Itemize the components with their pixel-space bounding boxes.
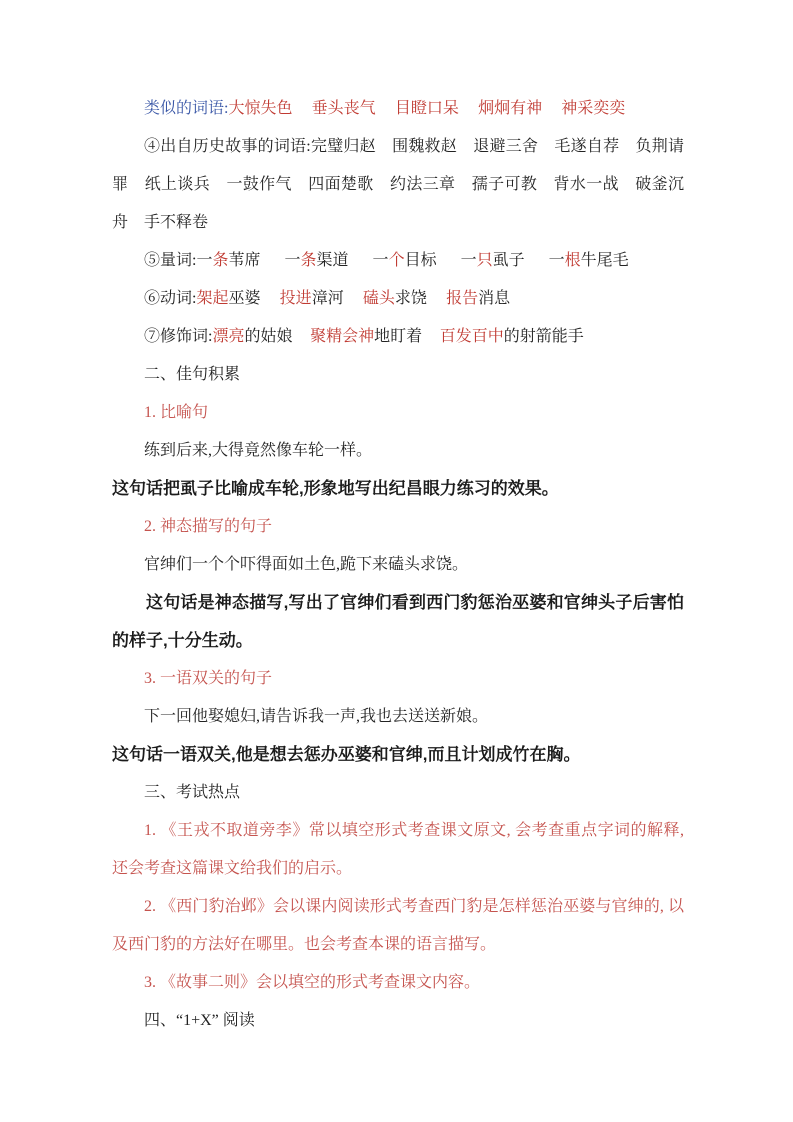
section-heading-exam: 三、考试热点 — [144, 784, 241, 801]
history-idioms-text: ④出自历史故事的词语:完璧归赵 围魏救赵 退避三舍 毛遂自荐 负荆请罪 纸上谈兵 一鼓作气 四面楚歌 约法三章 孺子可教 背水一战 破釜沉舟 手不释卷 — [112, 138, 684, 231]
subheading-metaphor-sentence: 1. 比喻句 — [144, 404, 209, 421]
similar-word: 大惊失色 — [228, 100, 293, 117]
modifier-item: 百发百中的射箭能手 — [439, 328, 584, 345]
subheading-expression-sentence: 2. 神态描写的句子 — [144, 518, 273, 535]
measure-word-item: 一根牛尾毛 — [548, 252, 629, 269]
analysis-metaphor: 这句话把虱子比喻成车轮,形象地写出纪昌眼力练习的效果。 — [112, 479, 559, 498]
subheading-double-meaning-sentence: 3. 一语双关的句子 — [144, 670, 273, 687]
verbs-label: ⑥动词: — [144, 290, 197, 307]
exam-point: 2. 《西门豹治邺》会以课内阅读形式考查西门豹是怎样惩治巫婆与官绅的, 以及西门豹的方法好在哪里。也会考查本课的语言描写。 — [112, 898, 684, 953]
measure-word-item: 一条渠道 — [284, 252, 349, 269]
paragraph-similar-words — [112, 90, 684, 128]
paragraph-measure-words — [112, 242, 684, 280]
modifier-item: 漂亮的姑娘 — [212, 328, 293, 345]
verb-item: 报告消息 — [446, 290, 511, 307]
modifiers-label: ⑦修饰词: — [144, 328, 213, 345]
verb-item: 磕头求饶 — [362, 290, 427, 307]
verb-item: 投进漳河 — [279, 290, 344, 307]
analysis-double-meaning: 这句话一语双关,他是想去惩办巫婆和官绅,而且计划成竹在胸。 — [112, 745, 581, 764]
section-heading-reading: 四、“1+X” 阅读 — [144, 1012, 255, 1029]
similar-word: 神采奕奕 — [561, 100, 626, 117]
exam-point: 1. 《王戎不取道旁李》常以填空形式考查课文原文, 会考查重点字词的解释, 还会考查这篇课文给我们的启示。 — [112, 822, 684, 877]
measure-words-label: ⑤量词: — [144, 252, 197, 269]
measure-word-item: 一个目标 — [372, 252, 437, 269]
paragraph-verbs — [112, 280, 684, 318]
sentence-expression: 官绅们一个个吓得面如土色,跪下来磕头求饶。 — [144, 556, 469, 573]
paragraph-modifiers — [112, 318, 684, 356]
measure-word-item: 一条苇席 — [196, 252, 261, 269]
sentence-metaphor: 练到后来,大得竟然像车轮一样。 — [144, 442, 373, 459]
section-heading-sentences: 二、佳句积累 — [144, 366, 241, 383]
exam-point: 3. 《故事二则》会以填空的形式考查课文内容。 — [144, 974, 481, 991]
paragraph-history-idioms — [112, 128, 684, 242]
similar-word: 炯炯有神 — [478, 100, 543, 117]
similar-words-label: 类似的词语: — [144, 100, 229, 117]
modifier-item: 聚精会神地盯着 — [310, 328, 423, 345]
document-content — [112, 90, 684, 1040]
sentence-double-meaning: 下一回他娶媳妇,请告诉我一声,我也去送送新娘。 — [144, 708, 489, 725]
verb-item: 架起巫婆 — [196, 290, 261, 307]
similar-word: 垂头丧气 — [311, 100, 376, 117]
analysis-expression: 这句话是神态描写,写出了官绅们看到西门豹惩治巫婆和官绅头子后害怕的样子,十分生动。 — [112, 593, 684, 650]
similar-word: 目瞪口呆 — [394, 100, 459, 117]
measure-word-item: 一只虱子 — [460, 252, 525, 269]
